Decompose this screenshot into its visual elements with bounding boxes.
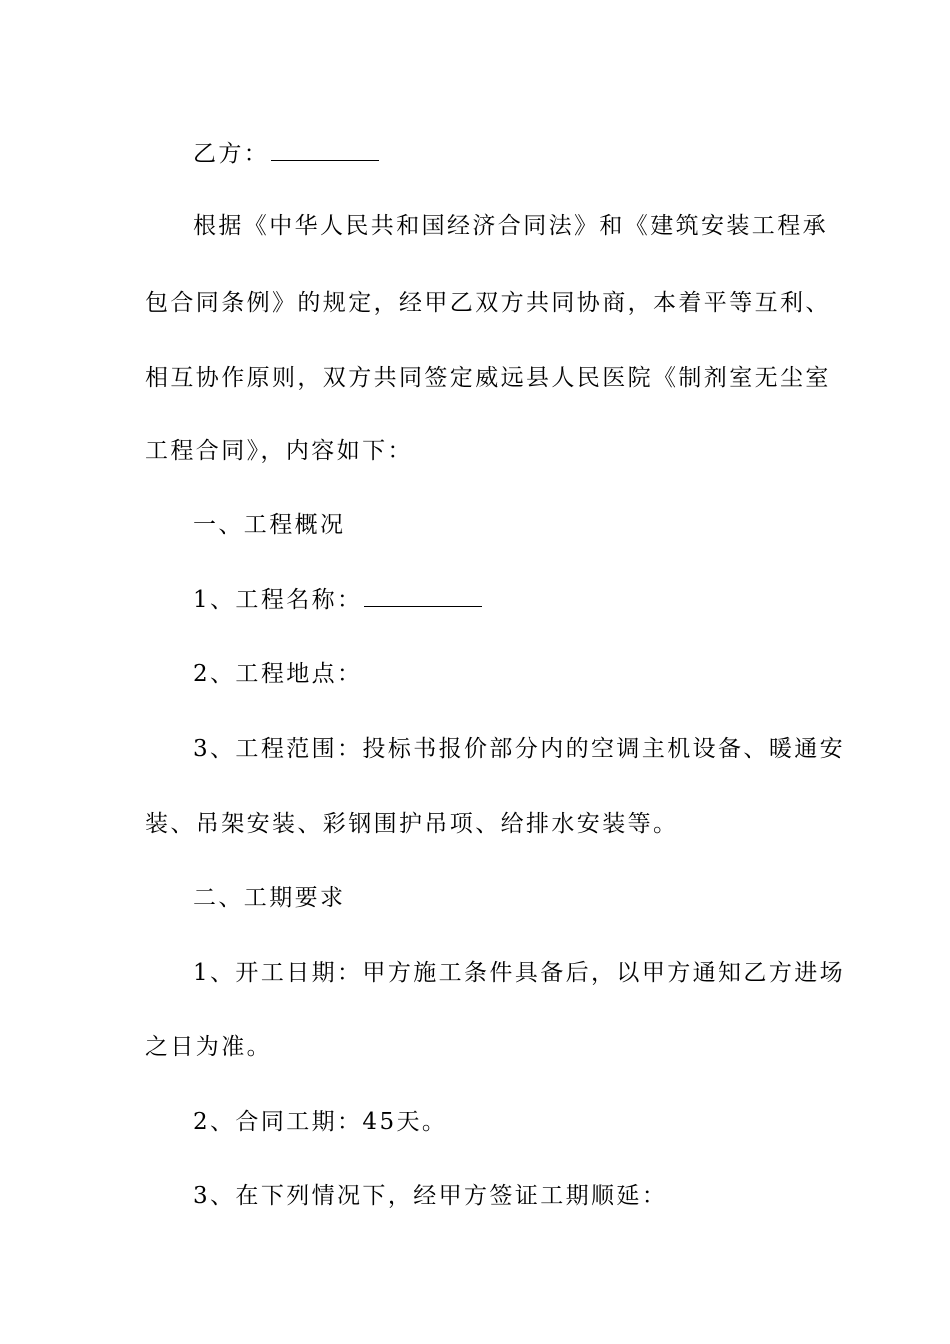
section-2-item-1-line-2: 之日为准。 [145,1034,272,1060]
section-1-title: 一、工程概况 [193,512,346,538]
section-1-item-3-line-1: 3、工程范围：投标书报价部分内的空调主机设备、暖通安 [193,736,846,762]
paragraph-1-line-2: 包合同条例》的规定，经甲乙双方共同协商，本着平等互利、 [145,290,831,316]
section-1-item-3-line-2: 装、吊架安装、彩钢围护吊项、给排水安装等。 [145,811,679,837]
section-2-item-1-line-1: 1、开工日期：甲方施工条件具备后，以甲方通知乙方进场 [193,960,846,986]
section-2-title: 二、工期要求 [193,885,346,911]
party-b-blank [271,159,379,161]
paragraph-1-line-3: 相互协作原则，双方共同签定威远县人民医院《制剂室无尘室 [145,365,831,391]
party-b-line [193,142,810,166]
section-2-item-2: 2、合同工期：45天。 [193,1109,448,1135]
project-name-label: 1、工程名称： [193,587,363,613]
section-1-item-1 [193,588,810,612]
paragraph-1-line-1: 根据《中华人民共和国经济合同法》和《建筑安装工程承 [193,213,828,239]
party-b-label: 乙方： [193,141,270,167]
section-2-item-3: 3、在下列情况下，经甲方签证工期顺延： [193,1183,668,1209]
section-1-item-2: 2、工程地点： [193,661,363,687]
project-name-blank [364,605,482,607]
paragraph-1-line-4: 工程合同》，内容如下： [145,438,413,464]
